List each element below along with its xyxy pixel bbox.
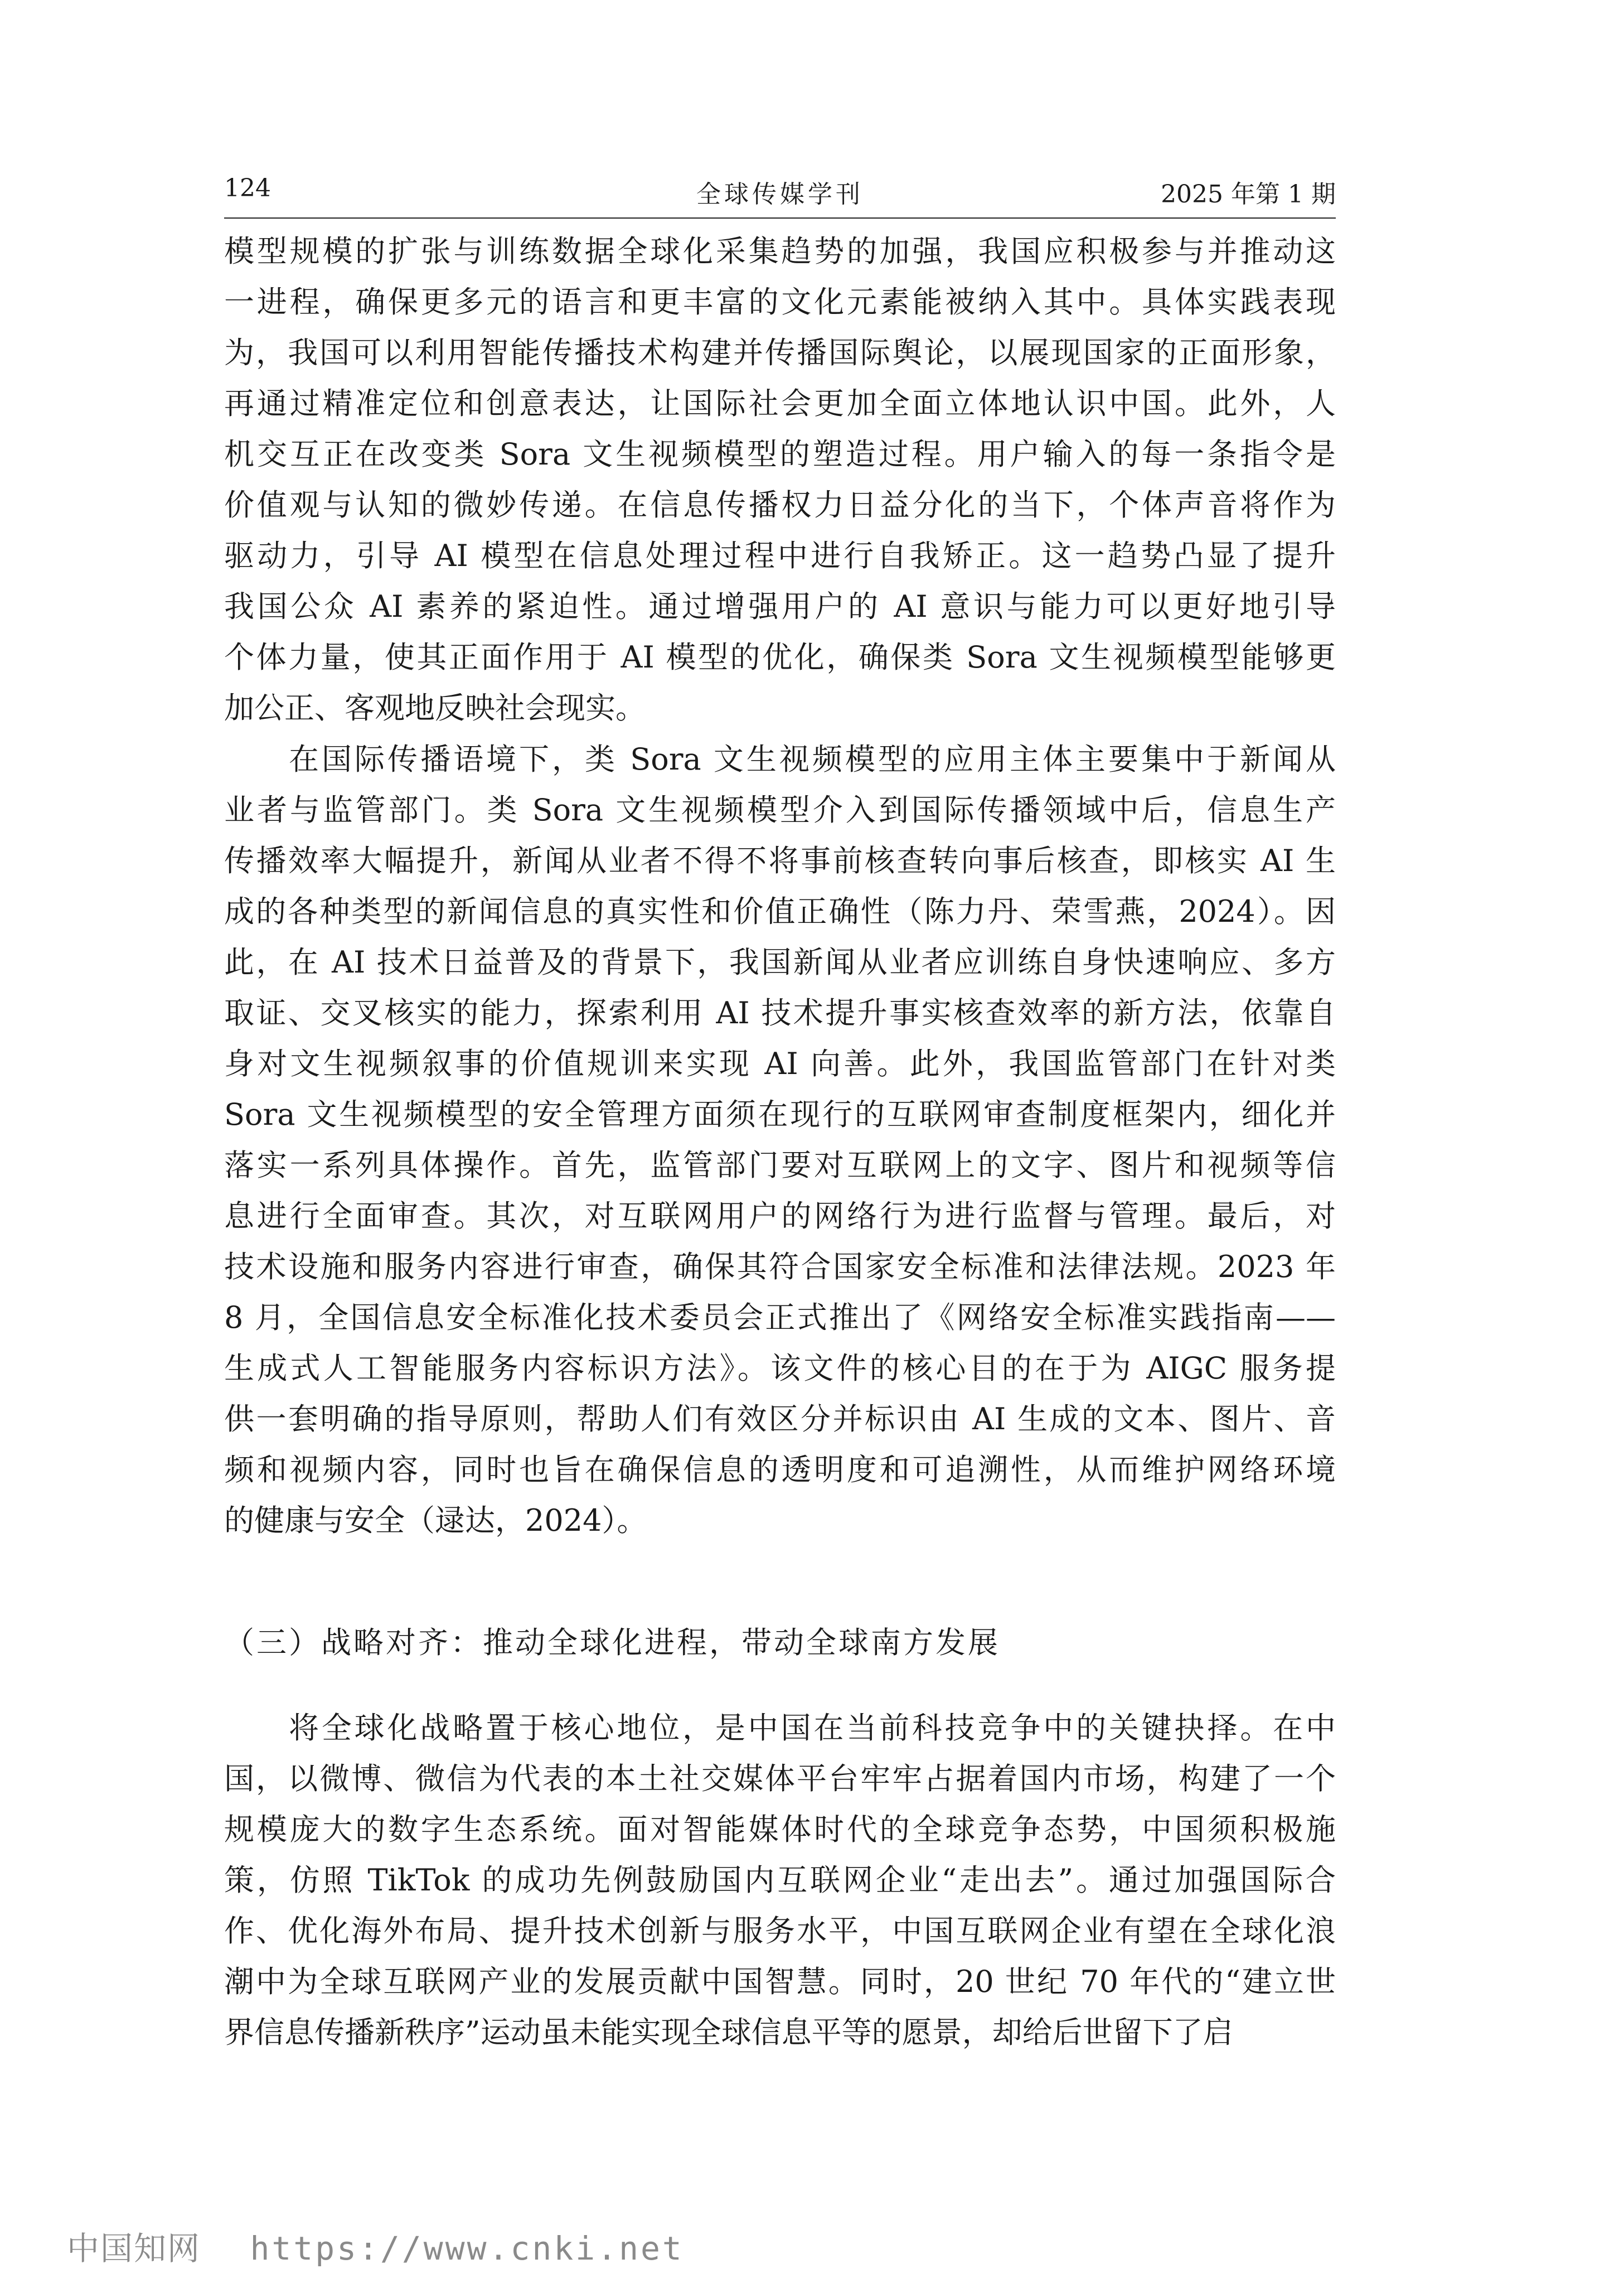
text-line: 8 月，全国信息安全标准化技术委员会正式推出了《网络安全标准实践指南—— [224,1300,1336,1335]
text-line: 生成式人工智能服务内容标识方法》。该文件的核心目的在于为 AIGC 服务提 [224,1351,1336,1386]
text-line: 潮中为全球互联网产业的发展贡献中国智慧。同时，20 世纪 70 年代的“建立世 [224,1964,1336,1999]
text-line: 技术设施和服务内容进行审查，确保其符合国家安全标准和法律法规。2023 年 [224,1249,1336,1284]
text-line: 身对文生视频叙事的价值规训来实现 AI 向善。此外，我国监管部门在针对类 [224,1046,1336,1081]
page-number: 124 [224,174,271,202]
text-line: 成的各种类型的新闻信息的真实性和价值正确性（陈力丹、荣雪燕，2024）。因 [224,894,1336,929]
text-line: 再通过精准定位和创意表达，让国际社会更加全面立体地认识中国。此外，人 [224,386,1336,421]
paragraph-2 [224,734,1336,1546]
text-line: 加公正、客观地反映社会现实。 [224,690,646,725]
text-line: 策，仿照 TikTok 的成功先例鼓励国内互联网企业“走出去”。通过加强国际合 [224,1863,1336,1898]
text-line: 落实一系列具体操作。首先，监管部门要对互联网上的文字、图片和视频等信 [224,1148,1336,1183]
text-line: Sora 文生视频模型的安全管理方面须在现行的互联网审查制度框架内，细化并 [224,1097,1336,1132]
text-line: 业者与监管部门。类 Sora 文生视频模型介入到国际传播领域中后，信息生产 [224,792,1336,828]
text-line: 供一套明确的指导原则，帮助人们有效区分并标识由 AI 生成的文本、图片、音 [224,1401,1336,1436]
text-line: 传播效率大幅提升，新闻从业者不得不将事前核查转向事后核查，即核实 AI 生 [224,843,1336,878]
text-line: 的健康与安全（逯达，2024）。 [224,1503,647,1538]
paragraph-1 [224,226,1336,733]
text-line: 为，我国可以利用智能传播技术构建并传播国际舆论，以展现国家的正面形象， [224,335,1336,370]
text-line: 取证、交叉核实的能力，探索利用 AI 技术提升事实核查效率的新方法，依靠自 [224,995,1336,1031]
text-line: 作、优化海外布局、提升技术创新与服务水平，中国互联网企业有望在全球化浪 [224,1913,1336,1948]
text-line: 规模庞大的数字生态系统。面对智能媒体时代的全球竞争态势，中国须积极施 [224,1812,1336,1847]
text-line: 息进行全面审查。其次，对互联网用户的网络行为进行监督与管理。最后，对 [224,1198,1336,1234]
text-line: 国，以微博、微信为代表的本土社交媒体平台牢牢占据着国内市场，构建了一个 [224,1761,1336,1796]
text-line: 此，在 AI 技术日益普及的背景下，我国新闻从业者应训练自身快速响应、多方 [224,945,1336,980]
text-line: 将全球化战略置于核心地位，是中国在当前科技竞争中的关键抉择。在中 [289,1710,1336,1745]
running-header [224,174,1336,213]
text-line: 模型规模的扩张与训练数据全球化采集趋势的加强，我国应积极参与并推动这 [224,234,1336,269]
section-heading: （三）战略对齐：推动全球化进程，带动全球南方发展 [224,1625,1000,1660]
paragraph-3 [224,1702,1336,2058]
cnki-logo-text: 中国知网 [67,2229,201,2267]
cnki-url: https://www.cnki.net [250,2229,684,2267]
text-line: 个体力量，使其正面作用于 AI 模型的优化，确保类 Sora 文生视频模型能够更 [224,640,1336,675]
text-line: 界信息传播新秩序”运动虽未能实现全球信息平等的愿景，却给后世留下了启 [224,2015,1233,2050]
journal-title: 全球传媒学刊 [696,180,864,209]
text-line: 我国公众 AI 素养的紧迫性。通过增强用户的 AI 意识与能力可以更好地引导 [224,589,1336,624]
text-line: 在国际传播语境下，类 Sora 文生视频模型的应用主体主要集中于新闻从 [289,742,1336,777]
text-line: 一进程，确保更多元的语言和更丰富的文化元素能被纳入其中。具体实践表现 [224,284,1336,320]
text-line: 驱动力，引导 AI 模型在信息处理过程中进行自我矫正。这一趋势凸显了提升 [224,538,1336,573]
watermark-footer [67,2222,684,2269]
issue-label: 2025 年第 1 期 [1161,180,1336,209]
text-line: 价值观与认知的微妙传递。在信息传播权力日益分化的当下，个体声音将作为 [224,487,1336,523]
header-rule [224,217,1336,219]
text-line: 机交互正在改变类 Sora 文生视频模型的塑造过程。用户输入的每一条指令是 [224,437,1336,472]
text-line: 频和视频内容，同时也旨在确保信息的透明度和可追溯性，从而维护网络环境 [224,1452,1336,1487]
